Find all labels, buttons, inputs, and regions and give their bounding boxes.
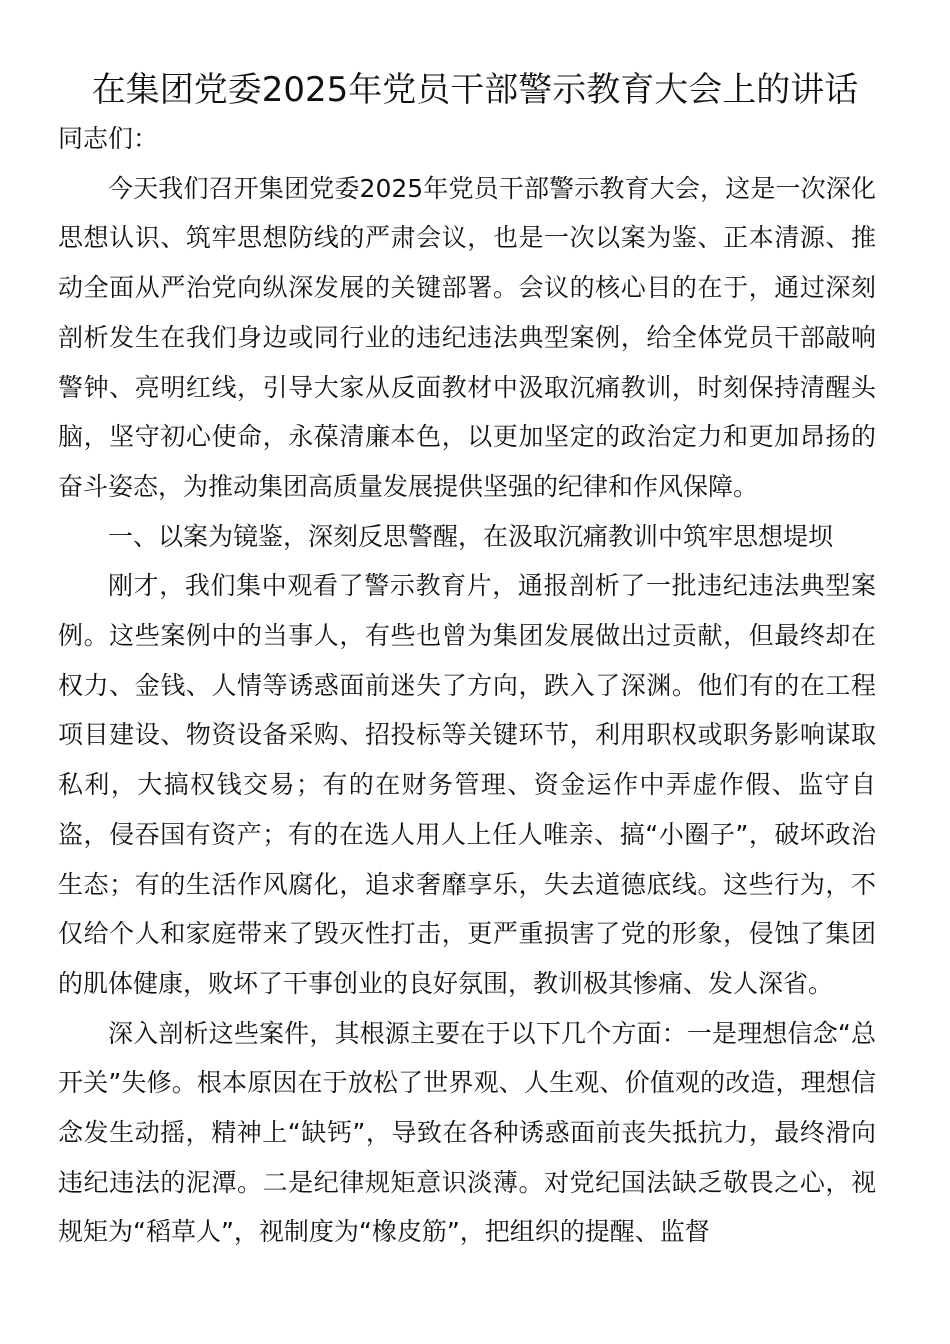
document-title: 在集团党委2025年党员干部警示教育大会上的讲话 xyxy=(91,70,859,110)
paragraph-root-causes: 深入剖析这些案件，其根源主要在于以下几个方面：一是理想信念“总开关”失修。根本原因在于放松了世界观、人生观、价值观的改造，理想信念发生动摇，精神上“缺钙”，导致在各种诱惑面前丧失抵抗力，最终滑向违纪违法的泥潭。二是纪律规矩意识淡薄。对党纪国法缺乏敬畏之心，视规矩为“稻草人”，视制度为“橡皮筋”，把组织的提醒、监督 xyxy=(58,1018,876,1247)
document-body xyxy=(58,114,876,1257)
paragraph-opening: 今天我们召开集团党委2025年党员干部警示教育大会，这是一次深化思想认识、筑牢思想防线的严肃会议，也是一次以案为鉴、正本清源、推动全面从严治党向纵深发展的关键部署。会议的核心目的在于，通过深刻剖析发生在我们身边或同行业的违纪违法典型案例，给全体党员干部敲响警钟、亮明红线，引导大家从反面教材中汲取沉痛教训，时刻保持清醒头脑，坚守初心使命，永葆清廉本色，以更加坚定的政治定力和更加昂扬的奋斗姿态，为推动集团高质量发展提供坚强的纪律和作风保障。 xyxy=(58,173,876,501)
section-heading-1: 一、以案为镜鉴，深刻反思警醒，在汲取沉痛教训中筑牢思想堤坝 xyxy=(108,521,834,551)
salutation: 同志们： xyxy=(58,124,159,153)
paragraph-cases: 刚才，我们集中观看了警示教育片，通报剖析了一批违纪违法典型案例。这些案例中的当事人，有些也曾为集团发展做出过贡献，但最终却在权力、金钱、人情等诱惑面前迷失了方向，跌入了深渊。他们有的在工程项目建设、物资设备采购、招投标等关键环节，利用职权或职务影响谋取私利，大搞权钱交易；有的在财务管理、资金运作中弄虚作假、监守自盗，侵吞国有资产；有的在选人用人上任人唯亲、搞“小圈子”，破坏政治生态；有的生活作风腐化，追求奢靡享乐，失去道德底线。这些行为，不仅给个人和家庭带来了毁灭性打击，更严重损害了党的形象，侵蚀了集团的肌体健康，败坏了干事创业的良好氛围，教训极其惨痛、发人深省。 xyxy=(58,571,876,998)
